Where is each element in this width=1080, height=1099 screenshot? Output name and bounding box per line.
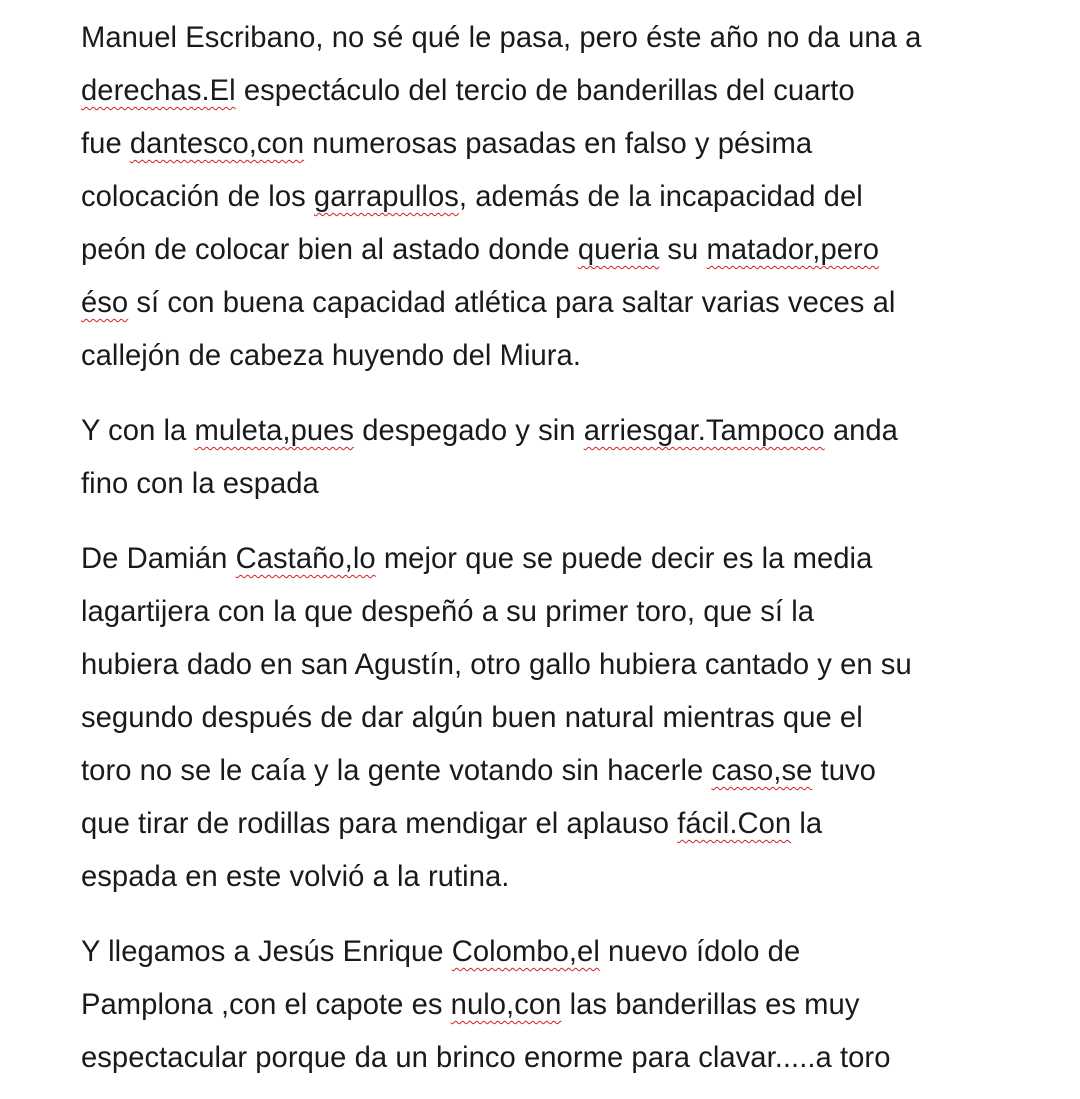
text-run: tuvo bbox=[812, 755, 876, 787]
paragraph-1[interactable] bbox=[81, 12, 1011, 383]
text-run: Y con la bbox=[81, 415, 195, 447]
text-run: lagartijera con la que despeñó a su primer toro, que sí la bbox=[81, 596, 815, 628]
text-line bbox=[81, 639, 1011, 692]
misspelled-word[interactable]: caso,se bbox=[711, 755, 813, 787]
text-line bbox=[81, 224, 1011, 277]
text-run: De Damián bbox=[81, 543, 236, 575]
text-run: numerosas pasadas en falso y pésima bbox=[304, 128, 813, 160]
text-line bbox=[81, 405, 1011, 458]
text-run: toro no se le caía y la gente votando sin hacerle bbox=[81, 755, 712, 787]
text-line bbox=[81, 798, 1011, 851]
text-run: la bbox=[791, 808, 823, 840]
misspelled-word[interactable]: matador,pero bbox=[706, 234, 880, 266]
text-line bbox=[81, 533, 1011, 586]
misspelled-word[interactable]: garrapullos bbox=[313, 181, 459, 213]
text-line bbox=[81, 458, 1011, 511]
text-run: Manuel Escribano, no sé qué le pasa, pero éste año no da una a bbox=[81, 22, 922, 54]
text-line bbox=[81, 979, 1011, 1032]
text-line bbox=[81, 171, 1011, 224]
text-run: las banderillas es muy bbox=[561, 989, 860, 1021]
text-line bbox=[81, 692, 1011, 745]
text-run: segundo después de dar algún buen natural mientras que el bbox=[81, 702, 863, 734]
misspelled-word[interactable]: fácil.Con bbox=[677, 808, 792, 840]
text-line bbox=[81, 330, 1011, 383]
misspelled-word[interactable]: muleta,pues bbox=[194, 415, 355, 447]
misspelled-word[interactable]: derechas.El bbox=[81, 75, 236, 107]
text-line bbox=[81, 12, 1011, 65]
misspelled-word[interactable]: nulo,con bbox=[450, 989, 562, 1021]
text-run: Y llegamos a Jesús Enrique bbox=[81, 936, 452, 968]
text-line bbox=[81, 118, 1011, 171]
paragraph-4[interactable] bbox=[81, 926, 1011, 1085]
text-run: espectáculo del tercio de banderillas del cuarto bbox=[235, 75, 855, 107]
document-body[interactable] bbox=[81, 12, 1011, 1099]
text-run: Pamplona ,con el capote es bbox=[81, 989, 451, 1021]
text-line bbox=[81, 851, 1011, 904]
text-run: fue bbox=[81, 128, 130, 160]
misspelled-word[interactable]: dantesco,con bbox=[129, 128, 305, 160]
misspelled-word[interactable]: éso bbox=[81, 287, 129, 319]
misspelled-word[interactable]: queria bbox=[577, 234, 660, 266]
paragraph-3[interactable] bbox=[81, 533, 1011, 904]
text-run: , además de la incapacidad del bbox=[458, 181, 863, 213]
text-run: despegado y sin bbox=[354, 415, 584, 447]
text-line bbox=[81, 926, 1011, 979]
text-run: sí con buena capacidad atlética para saltar varias veces al bbox=[128, 287, 896, 319]
misspelled-word[interactable]: arriesgar.Tampoco bbox=[583, 415, 825, 447]
text-line bbox=[81, 745, 1011, 798]
text-run: espada en este volvió a la rutina. bbox=[81, 861, 510, 893]
text-run: fino con la espada bbox=[81, 468, 319, 500]
text-run: anda bbox=[824, 415, 898, 447]
text-run: nuevo ídolo de bbox=[599, 936, 801, 968]
text-run: su bbox=[659, 234, 707, 266]
text-line bbox=[81, 1032, 1011, 1085]
text-line bbox=[81, 586, 1011, 639]
misspelled-word[interactable]: Colombo,el bbox=[451, 936, 600, 968]
text-line bbox=[81, 65, 1011, 118]
text-run: que tirar de rodillas para mendigar el aplauso bbox=[81, 808, 678, 840]
misspelled-word[interactable]: Castaño,lo bbox=[235, 543, 376, 575]
text-run: espectacular porque da un brinco enorme para clavar.....a toro bbox=[81, 1042, 891, 1074]
text-run: hubiera dado en san Agustín, otro gallo hubiera cantado y en su bbox=[81, 649, 912, 681]
text-run: callejón de cabeza huyendo del Miura. bbox=[81, 340, 581, 372]
text-run: mejor que se puede decir es la media bbox=[375, 543, 873, 575]
text-run: peón de colocar bien al astado donde bbox=[81, 234, 578, 266]
text-line bbox=[81, 277, 1011, 330]
paragraph-2[interactable] bbox=[81, 405, 1011, 511]
text-run: colocación de los bbox=[81, 181, 314, 213]
